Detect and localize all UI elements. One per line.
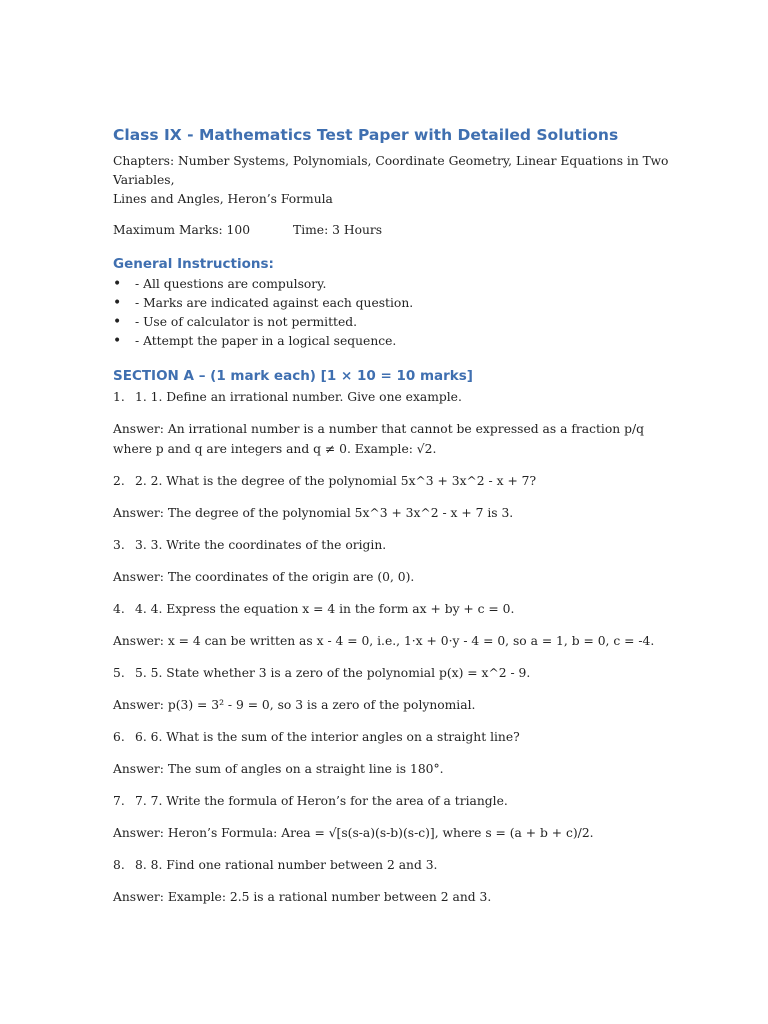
section-a-heading: SECTION A – (1 mark each) [1 × 10 = 10 marks] — [113, 368, 473, 384]
question-block — [113, 856, 673, 907]
question-number: 6. — [113, 730, 125, 744]
chapters-line-2: Lines and Angles, Heron’s Formula — [113, 192, 333, 206]
question — [113, 856, 673, 875]
answer: Answer: The coordinates of the origin are (0, 0). — [113, 570, 415, 584]
question-number: 1. — [113, 390, 125, 404]
time-allowed: Time: 3 Hours — [293, 223, 383, 237]
question-number: 8. — [113, 858, 125, 872]
answer: Answer: p(3) = 3² - 9 = 0, so 3 is a zero of the polynomial. — [113, 698, 476, 712]
question-block — [113, 472, 673, 523]
question-text: 1. 1. Define an irrational number. Give one example. — [135, 390, 462, 404]
question-text: 5. 5. State whether 3 is a zero of the polynomial p(x) = x^2 - 9. — [135, 666, 531, 680]
question-text: 6. 6. What is the sum of the interior angles on a straight line? — [135, 730, 520, 744]
question-number: 7. — [113, 794, 125, 808]
instruction-item — [113, 275, 673, 294]
chapters-line-1: Chapters: Number Systems, Polynomials, Coordinate Geometry, Linear Equations in Two Variables, — [113, 154, 669, 187]
instruction-item — [113, 294, 673, 313]
question-number: 4. — [113, 602, 125, 616]
bullet-icon: • — [113, 333, 122, 349]
instruction-item — [113, 332, 673, 351]
answer: Answer: The sum of angles on a straight line is 180°. — [113, 762, 444, 776]
document-title: Class IX - Mathematics Test Paper with Detailed Solutions — [113, 126, 619, 144]
question-block — [113, 728, 673, 779]
question-block — [113, 600, 673, 651]
answer: Answer: An irrational number is a number that cannot be expressed as a fraction p/q where p and q are integers and q ≠ 0. Example: √2. — [113, 422, 644, 456]
instruction-text: - All questions are compulsory. — [135, 277, 327, 291]
bullet-icon: • — [113, 295, 122, 311]
question-block — [113, 664, 673, 715]
question — [113, 388, 673, 407]
question-text: 3. 3. Write the coordinates of the origin. — [135, 538, 387, 552]
question — [113, 600, 673, 619]
document-page — [113, 124, 673, 920]
question-text: 8. 8. Find one rational number between 2 and 3. — [135, 858, 438, 872]
answer: Answer: Example: 2.5 is a rational number between 2 and 3. — [113, 890, 492, 904]
question — [113, 664, 673, 683]
answer: Answer: The degree of the polynomial 5x^3 + 3x^2 - x + 7 is 3. — [113, 506, 514, 520]
question — [113, 792, 673, 811]
instruction-item — [113, 313, 673, 332]
instruction-text: - Marks are indicated against each question. — [135, 296, 414, 310]
question-number: 3. — [113, 538, 125, 552]
question — [113, 728, 673, 747]
question-number: 5. — [113, 666, 125, 680]
instructions-list — [113, 275, 673, 351]
bullet-icon: • — [113, 276, 122, 292]
question-text: 7. 7. Write the formula of Heron’s for the area of a triangle. — [135, 794, 508, 808]
answer: Answer: Heron’s Formula: Area = √[s(s-a)(s-b)(s-c)], where s = (a + b + c)/2. — [113, 826, 594, 840]
instruction-text: - Attempt the paper in a logical sequence. — [135, 334, 397, 348]
question — [113, 472, 673, 491]
question-number: 2. — [113, 474, 125, 488]
question — [113, 536, 673, 555]
question-text: 4. 4. Express the equation x = 4 in the form ax + by + c = 0. — [135, 602, 515, 616]
marks-time-row — [113, 221, 673, 240]
maximum-marks: Maximum Marks: 100 — [113, 223, 251, 237]
instructions-heading: General Instructions: — [113, 256, 274, 272]
bullet-icon: • — [113, 314, 122, 330]
question-text: 2. 2. What is the degree of the polynomial 5x^3 + 3x^2 - x + 7? — [135, 474, 537, 488]
question-block — [113, 388, 673, 459]
question-block — [113, 536, 673, 587]
answer: Answer: x = 4 can be written as x - 4 = 0, i.e., 1·x + 0·y - 4 = 0, so a = 1, b = 0, c = -4. — [113, 634, 655, 648]
question-block — [113, 792, 673, 843]
instruction-text: - Use of calculator is not permitted. — [135, 315, 358, 329]
